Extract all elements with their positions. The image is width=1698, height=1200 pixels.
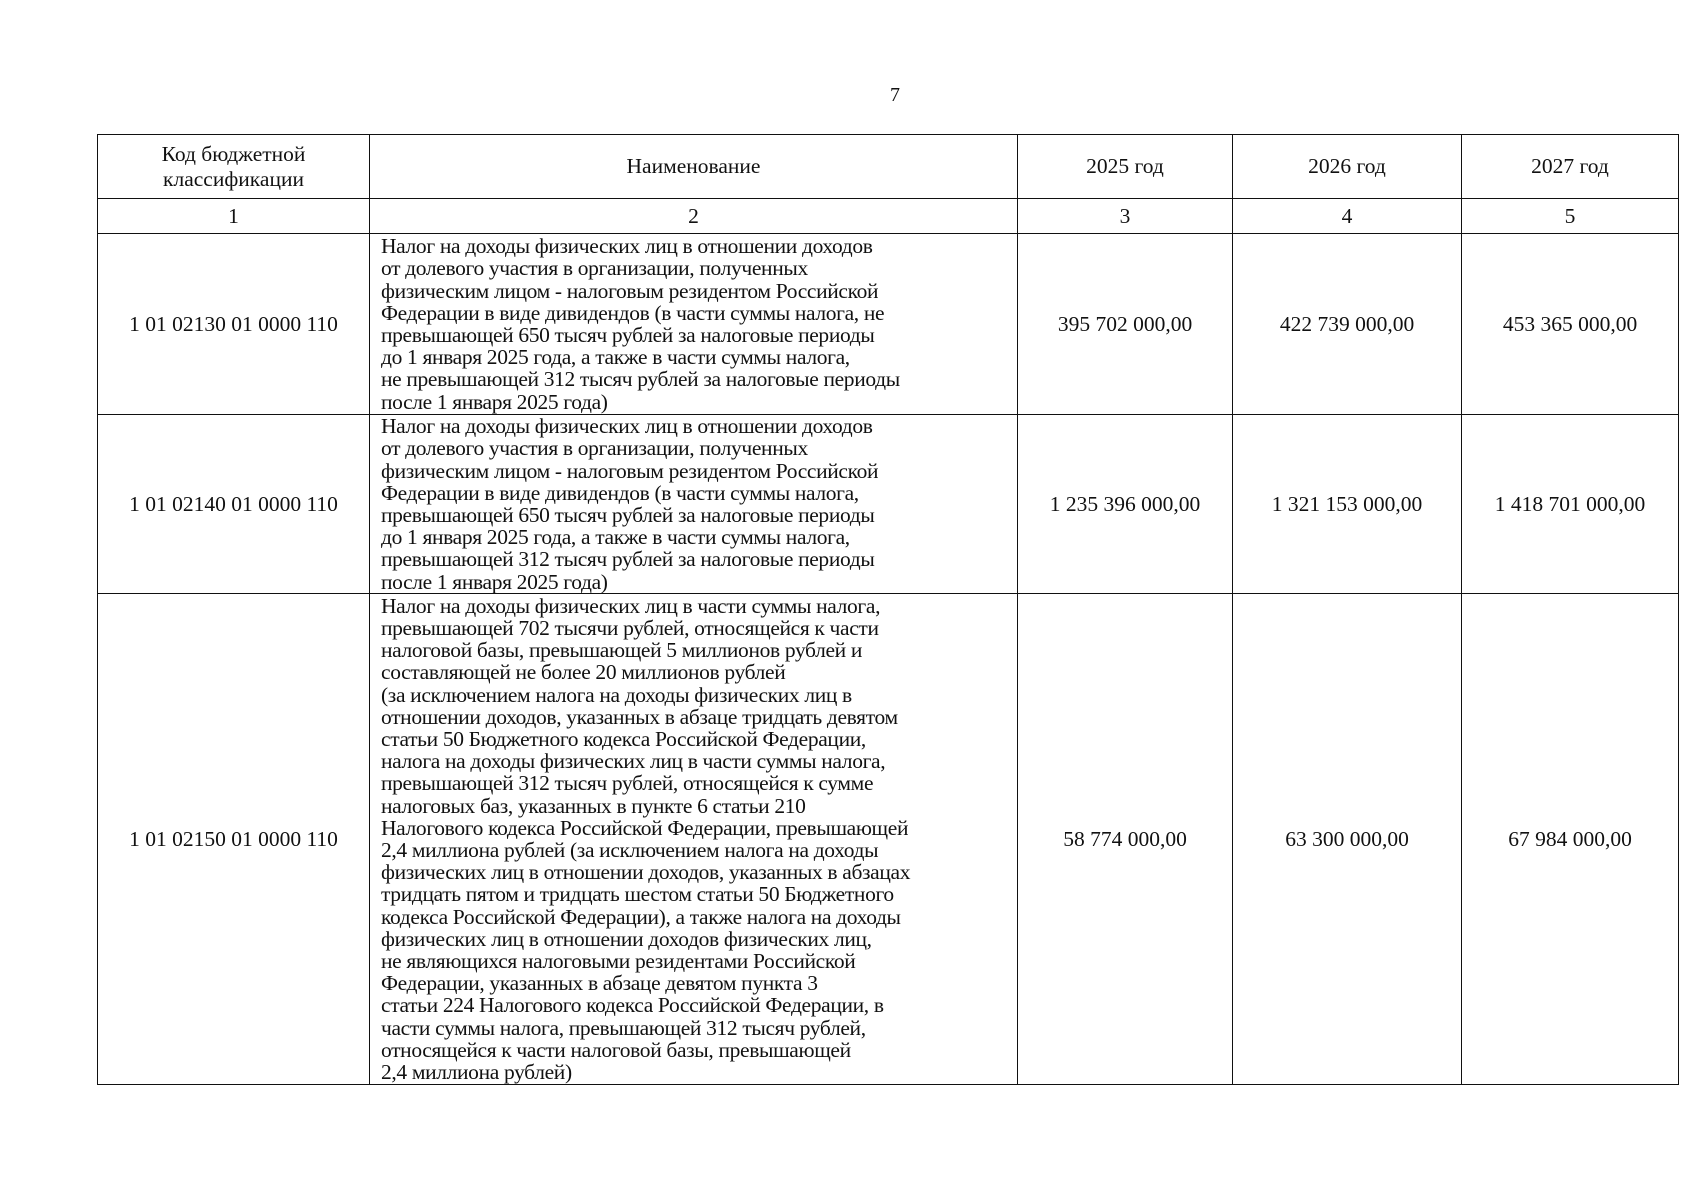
budget-code: 1 01 02130 01 0000 110: [98, 234, 370, 415]
tax-description: [370, 594, 1018, 1085]
amount-2025: 1 235 396 000,00: [1018, 415, 1233, 594]
header-name: [370, 135, 1018, 199]
header-2025: [1018, 135, 1233, 199]
amount-2027: 1 418 701 000,00: [1462, 415, 1679, 594]
amount-2026: 63 300 000,00: [1233, 594, 1462, 1085]
amount-2025: 58 774 000,00: [1018, 594, 1233, 1085]
column-number: 1: [98, 199, 370, 234]
column-number: 2: [370, 199, 1018, 234]
budget-code: 1 01 02150 01 0000 110: [98, 594, 370, 1085]
header-code: [98, 135, 370, 199]
header-2027-label: 2027 год: [1531, 154, 1609, 178]
table-header-row: [98, 135, 1679, 199]
tax-description-text: Налог на доходы физических лиц в части суммы налога, превышающей 702 тысячи рублей, относящейся к части налоговой базы, превышающей 5 миллионов рублей и составляющей не более 20 миллионов рублей (за исключением налога на доходы физических лиц в отношении доходов, указанных в абзаце тридцать девятом статьи 50 Бюджетного кодекса Российской Федерации, налога на доходы физических лиц в части суммы налога, превышающей 312 тысяч рублей, относящейся к сумме налоговых баз, указанных в пункте 6 статьи 210 Налогового кодекса Российской Федерации, превышающей 2,4 миллиона рублей (за исключением налога на доходы физических лиц в отношении доходов, указанных в абзацах тридцать пятом и тридцать шестом статьи 50 Бюджетного кодекса Российской Федерации), а также налога на доходы физических лиц в отношении доходов физических лиц, не являющихся налоговыми резидентами Российской Федерации, указанных в абзаце девятом пункта 3 статьи 224 Налогового кодекса Российской Федерации, в части суммы налога, превышающей 312 тысяч рублей, относящейся к части налоговой базы, превышающей 2,4 миллиона рублей): [381, 593, 911, 1085]
page-number: 7: [890, 84, 900, 106]
amount-2026: 422 739 000,00: [1233, 234, 1462, 415]
budget-code: 1 01 02140 01 0000 110: [98, 415, 370, 594]
tax-description-text: Налог на доходы физических лиц в отношении доходов от долевого участия в организации, полученных физическим лицом - налоговым резидентом Российской Федерации в виде дивидендов (в части суммы налога, превышающей 650 тысяч рублей за налоговые периоды до 1 января 2025 года, а также в части суммы налога, превышающей 312 тысяч рублей за налоговые периоды после 1 января 2025 года): [381, 414, 879, 594]
table-row: [98, 415, 1679, 594]
column-number: 5: [1462, 199, 1679, 234]
tax-description: [370, 415, 1018, 594]
header-2027: [1462, 135, 1679, 199]
amount-2026: 1 321 153 000,00: [1233, 415, 1462, 594]
column-number-row: [98, 199, 1679, 234]
header-2025-label: 2025 год: [1086, 154, 1164, 178]
header-2026-label: 2026 год: [1308, 154, 1386, 178]
tax-description: [370, 234, 1018, 415]
header-name-label: Наименование: [626, 154, 761, 178]
column-number: 3: [1018, 199, 1233, 234]
column-number: 4: [1233, 199, 1462, 234]
amount-2027: 67 984 000,00: [1462, 594, 1679, 1085]
amount-2025: 395 702 000,00: [1018, 234, 1233, 415]
amount-2027: 453 365 000,00: [1462, 234, 1679, 415]
table-row: [98, 234, 1679, 415]
tax-description-text: Налог на доходы физических лиц в отношении доходов от долевого участия в организации, полученных физическим лицом - налоговым резидентом Российской Федерации в виде дивидендов (в части суммы налога, не превышающей 650 тысяч рублей за налоговые периоды до 1 января 2025 года, а также в части суммы налога, не превышающей 312 тысяч рублей за налоговые периоды после 1 января 2025 года): [381, 234, 900, 414]
budget-table: [97, 134, 1679, 1085]
table-row: [98, 594, 1679, 1085]
header-2026: [1233, 135, 1462, 199]
header-code-label: Код бюджетной классификации: [161, 141, 306, 191]
